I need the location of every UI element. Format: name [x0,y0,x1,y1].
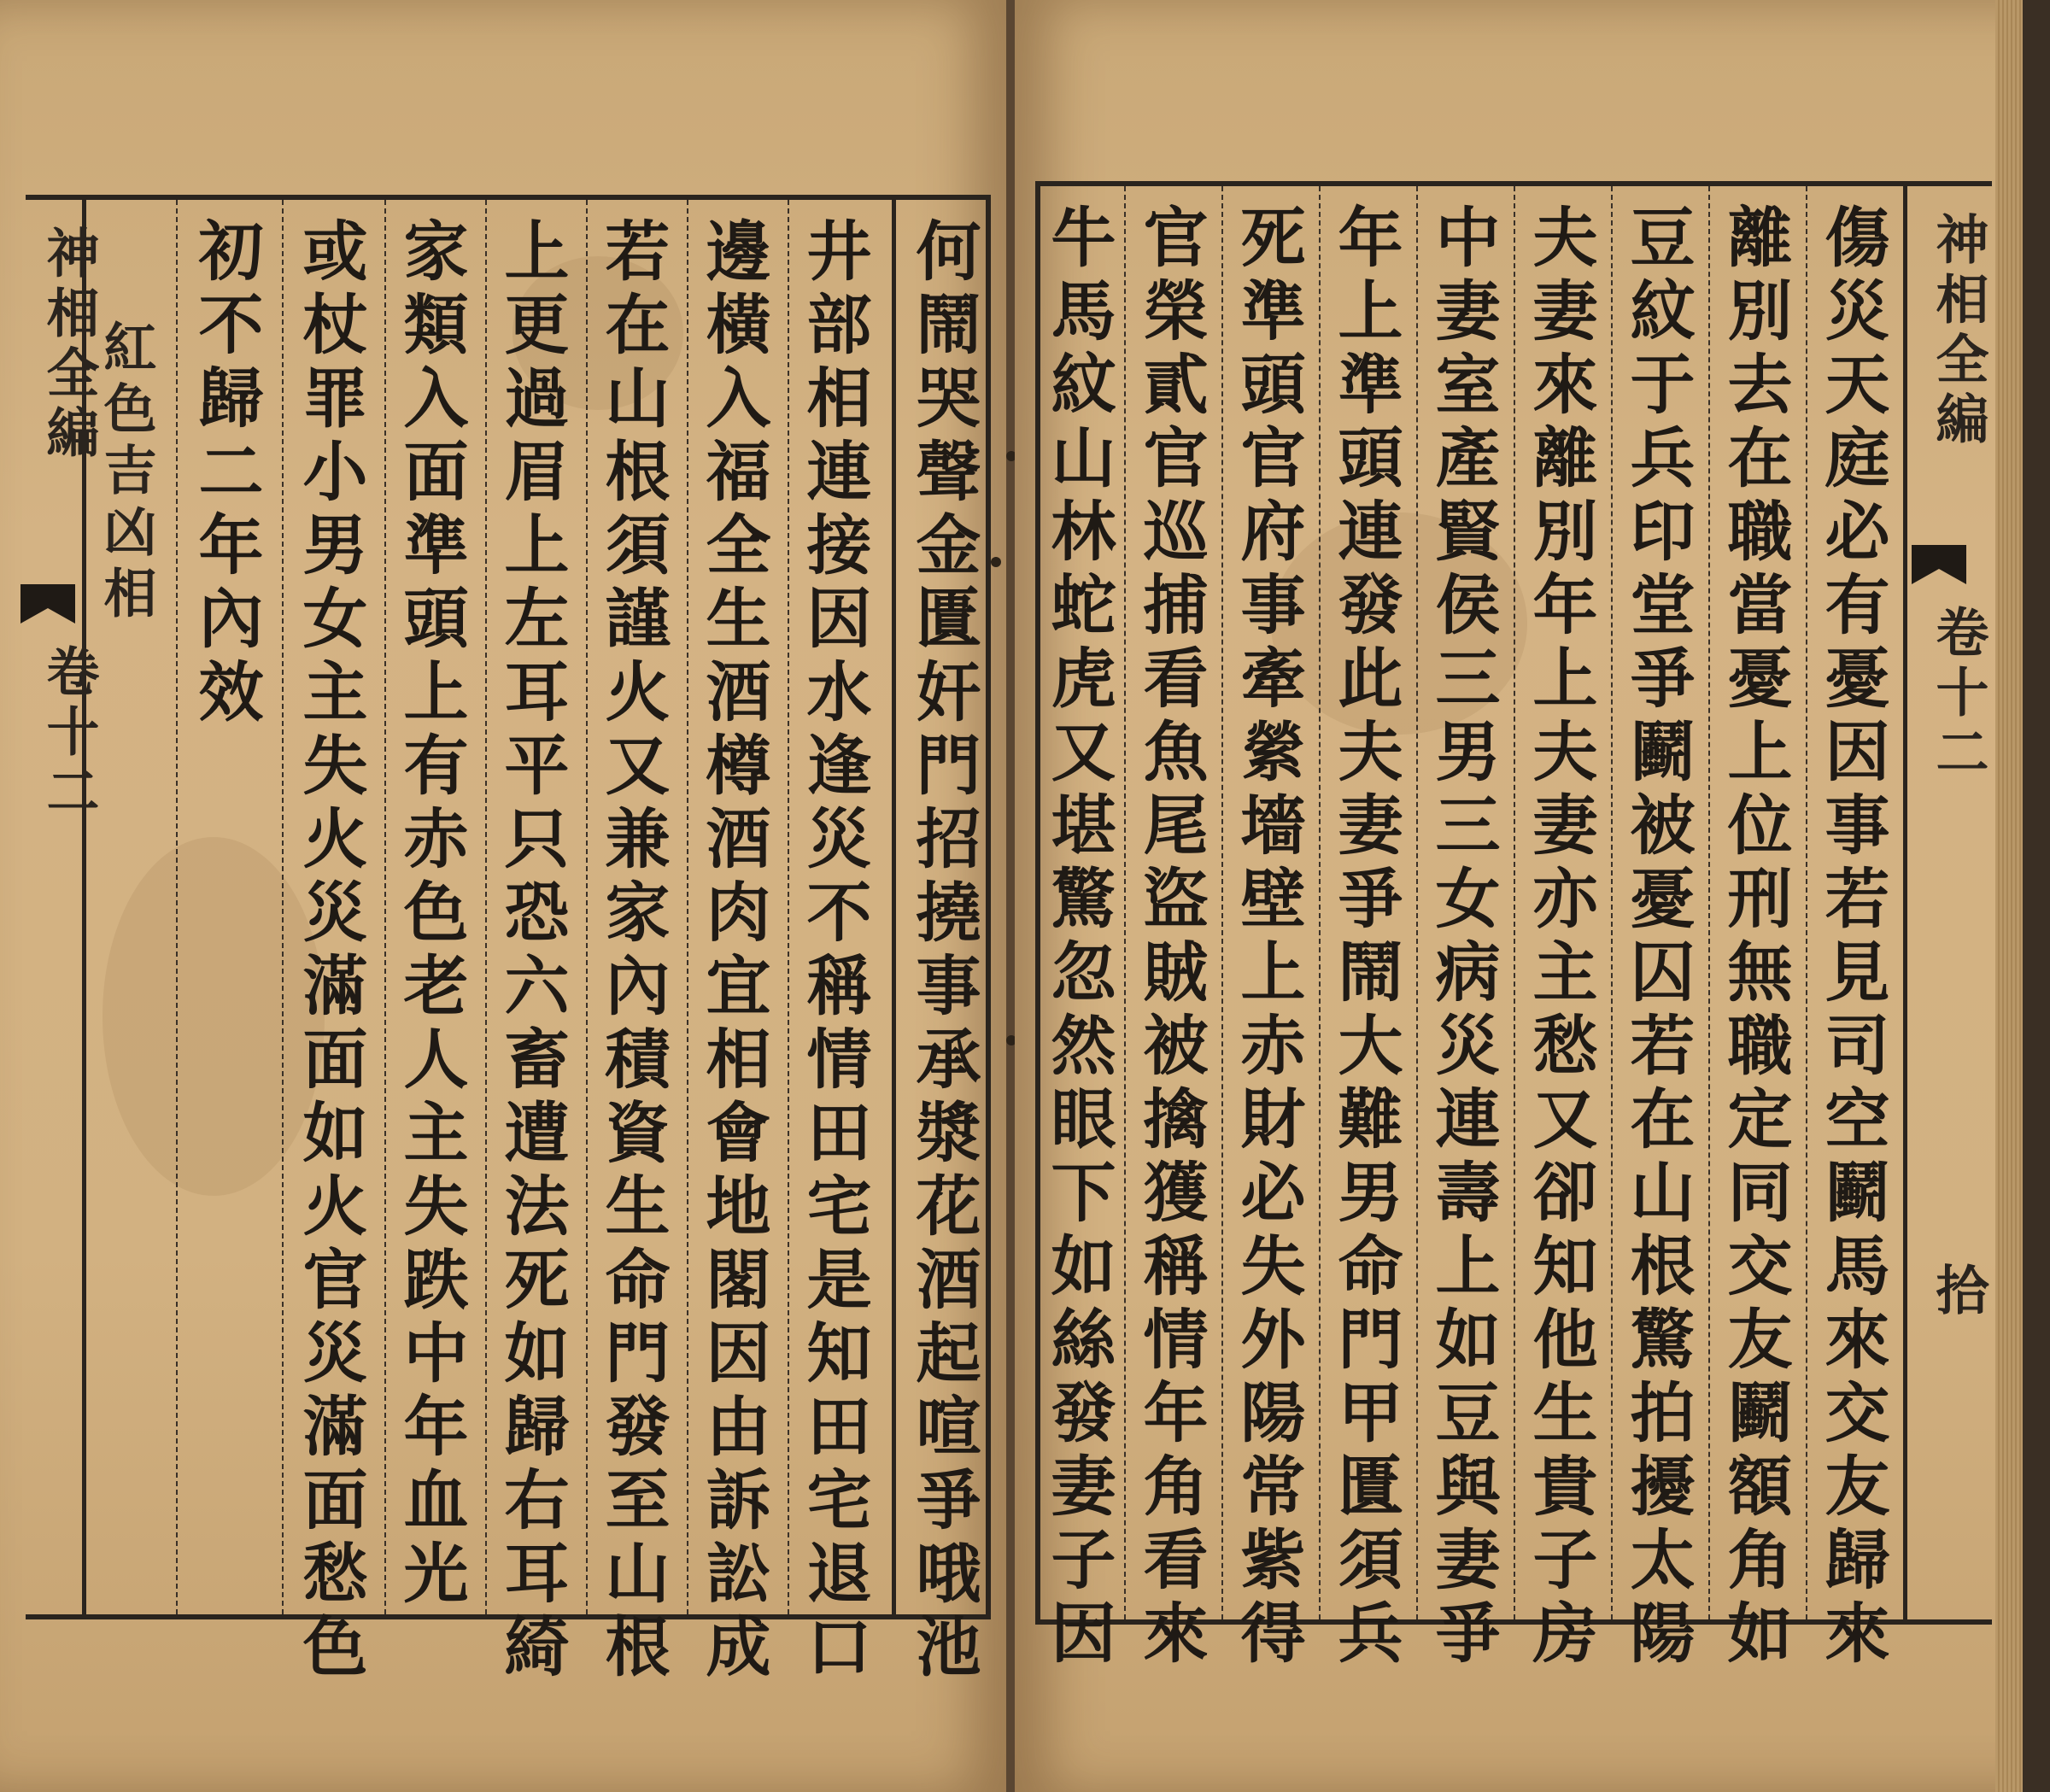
left-folio-juan: 卷十二 [38,644,100,823]
text-column: 中妻室產賢侯三男三女病災連壽上如豆與妻爭 [1425,203,1501,1672]
column-rule [282,200,284,1614]
right-folio-title: 神相全編 [1927,212,1989,451]
text-column: 上更過眉上左耳平只恐六畜遭法死如歸右耳綺 [494,217,570,1686]
column-rule [1416,186,1418,1619]
fishtail-mark [1912,545,1966,584]
text-column: 井部相連接因水逢災不稱情田宅是知田宅退口 [796,217,872,1686]
text-column: 或杖罪小男女主失火災滿面如火官災滿面愁色 [292,217,368,1686]
column-rule [82,200,86,1614]
column-rule [1806,186,1807,1619]
text-column: 邊橫入福全生酒樽酒肉宜相會地閣因由訴訟成 [695,217,771,1686]
left-page [0,0,1006,1792]
right-text-frame [1035,181,1992,1672]
column-rule [1221,186,1223,1619]
column-rule [687,200,688,1614]
column-rule [892,200,896,1614]
column-rule [586,200,588,1614]
column-rule [485,200,487,1614]
right-folio-page-number: 拾 [1927,1262,1989,1322]
text-column: 死準頭官府事牽縈墻壁上赤財必失外陽常紫得 [1230,203,1306,1672]
text-column: 初不歸二年內效 [188,217,264,731]
page-edges [1995,0,2023,1792]
column-rule [1611,186,1613,1619]
left-text-frame [26,195,991,1686]
column-rule [1708,186,1710,1619]
left-folio-title: 神相全編 [38,225,100,465]
text-column: 傷災天庭必有憂因事若見司空鬬馬來交友歸來 [1814,203,1890,1672]
column-rule [1514,186,1515,1619]
text-column: 家類入面準頭上有赤色老人主失跌中年血光 [393,217,469,1613]
section-heading: 紅色吉凶相 [95,319,157,627]
right-page [1015,0,2023,1792]
text-column: 離別去在職當憂上位刑無職定同交友鬬額角如 [1717,203,1793,1672]
text-column: 若在山根須謹火又兼家內積資生命門發至山根 [594,217,671,1686]
column-rule [384,200,386,1614]
text-column: 官榮貳官巡捕看魚尾盜賊被擒獲稱情年角看來 [1133,203,1209,1672]
text-column: 牛馬紋山林蛇虎又堪驚忽然眼下如絲發妻子因 [1040,203,1116,1672]
column-rule [176,200,178,1614]
right-folio-juan: 卷十二 [1927,605,1989,784]
text-column: 年上準頭連發此夫妻爭鬧大難男命門甲匱須兵 [1327,203,1403,1672]
binding-hole [991,557,1001,567]
text-column: 何鬧哭聲金匱奸門招撓事承漿花酒起喧爭哦池 [905,217,981,1686]
text-column: 豆紋于兵印堂爭鬬被憂囚若在山根驚拍擾太陽 [1620,203,1696,1672]
column-rule [788,200,789,1614]
text-column: 夫妻來離別年上夫妻亦主愁又卻知他生貴子房 [1522,203,1598,1672]
fishtail-mark [20,584,75,624]
binding-gutter [1006,0,1015,1792]
column-rule [1124,186,1126,1619]
column-rule [1903,186,1907,1619]
column-rule [1319,186,1321,1619]
